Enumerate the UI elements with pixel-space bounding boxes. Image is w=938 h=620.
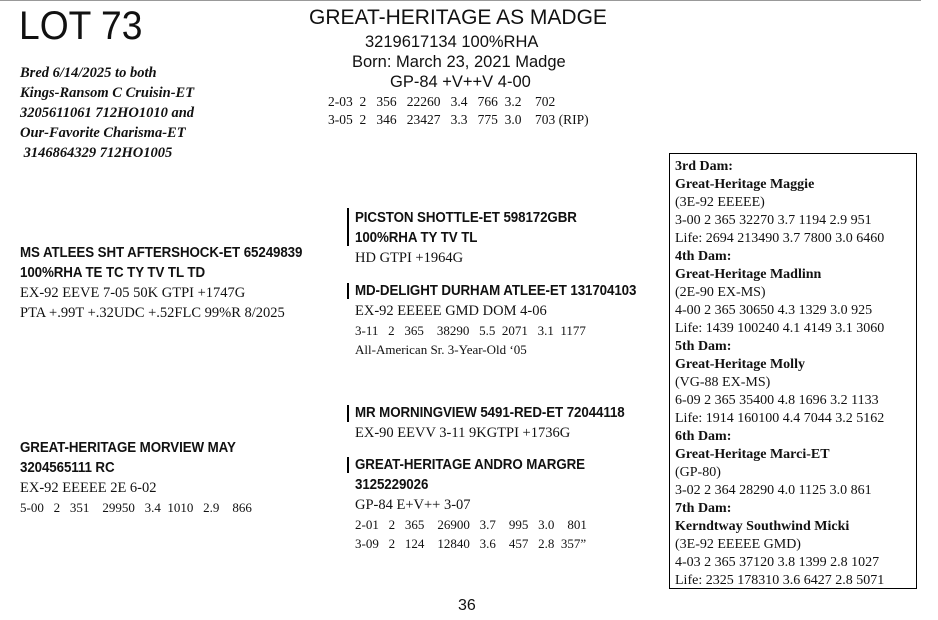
dam-record: 5-00 2 351 29950 3.4 1010 2.9 866 [20,500,252,515]
page-number: 36 [458,597,476,614]
sire-sire-name: PICSTON SHOTTLE-ET 598172GBR [355,210,577,226]
dam6-class: (GP-80) [675,465,721,480]
dam3-class: (3E-92 EEEEE) [675,195,765,210]
sire-proof: PTA +.99T +.32UDC +.52FLC 99%R 8/2025 [20,305,285,321]
bred-line-4: Our-Favorite Charisma-ET [20,125,186,141]
dam-dam-name: GREAT-HERITAGE ANDRO MARGRE [355,457,585,473]
dam3-life: Life: 2694 213490 3.7 7800 3.0 6460 [675,231,885,246]
sire-block [20,243,327,323]
animal-name: GREAT-HERITAGE AS MADGE [309,6,607,29]
animal-classification: GP-84 +V++V 4-00 [390,73,531,91]
dam-dam-registration: 3125229026 [355,477,429,493]
sire-classification: EX-92 EEVE 7-05 50K GTPI +1747G [20,285,246,301]
animal-id-line: 3219617134 100%RHA [365,33,539,51]
sire-dam-block [355,281,661,359]
bred-line-2: Kings-Ransom C Cruisin-ET [20,85,195,101]
dam6-record: 3-02 2 364 28290 4.0 1125 3.0 861 [675,483,872,498]
dam7-name: Kerndtway Southwind Micki [675,519,850,534]
dam4-class: (2E-90 EX-MS) [675,285,766,300]
sire-registration: 100%RHA TE TC TY TV TL TD [20,265,205,281]
dam4-name: Great-Heritage Madlinn [675,267,822,282]
dam-dam-classification: GP-84 E+V++ 3-07 [355,497,471,513]
sire-dam-award: All-American Sr. 3-Year-Old ‘05 [355,342,527,357]
dam5-label: 5th Dam: [675,339,732,354]
sire-dam-record: 3-11 2 365 38290 5.5 2071 3.1 1177 [355,323,586,338]
sire-sire-bar [347,208,349,246]
sire-dam-classification: EX-92 EEEEE GMD DOM 4-06 [355,303,547,319]
dam6-name: Great-Heritage Marci-ET [675,447,830,462]
animal-record-1: 2-03 2 356 22260 3.4 766 3.2 702 [328,94,556,109]
sire-name: MS ATLEES SHT AFTERSHOCK-ET 65249839 [20,245,303,261]
dam5-record: 6-09 2 365 35400 4.8 1696 3.2 1133 [675,393,879,408]
dam6-label: 6th Dam: [675,429,732,444]
dam-sire-classification: EX-90 EEVV 3-11 9KGTPI +1736G [355,425,571,441]
dam7-label: 7th Dam: [675,501,732,516]
top-rule [0,0,921,1]
sire-sire-block [355,208,596,268]
dam-sire-block [355,403,648,443]
animal-born: Born: March 23, 2021 Madge [352,53,566,71]
dam5-class: (VG-88 EX-MS) [675,375,771,390]
dam-dam-block [355,455,605,553]
bred-note [20,63,194,163]
sire-dam-bar [347,283,349,299]
dam7-record: 4-03 2 365 37120 3.8 1399 2.8 1027 [675,555,880,570]
dam7-life: Life: 2325 178310 3.6 6427 2.8 5071 [675,573,885,588]
dam3-label: 3rd Dam: [675,159,733,174]
animal-record-2: 3-05 2 346 23427 3.3 775 3.0 703 (RIP) [328,112,589,127]
bred-line-1: Bred 6/14/2025 to both [20,65,157,81]
bred-line-3: 3205611061 712HO1010 and [20,105,195,121]
dam-dam-record-2: 3-09 2 124 12840 3.6 457 2.8 357” [355,536,587,551]
dam-name: GREAT-HERITAGE MORVIEW MAY [20,440,236,456]
dam4-label: 4th Dam: [675,249,732,264]
sire-dam-name: MD-DELIGHT DURHAM ATLEE-ET 131704103 [355,283,637,299]
dam-block [20,438,255,517]
dam4-life: Life: 1439 100240 4.1 4149 3.1 3060 [675,321,885,336]
dam3-name: Great-Heritage Maggie [675,177,815,192]
lot-number: LOT 73 [19,4,143,48]
dam5-name: Great-Heritage Molly [675,357,805,372]
dams-box [669,153,917,589]
dam-sire-name: MR MORNINGVIEW 5491-RED-ET 72044118 [355,405,625,421]
dam-sire-bar [347,405,349,422]
dam-registration: 3204565111 RC [20,460,115,476]
bred-line-5: 3146864329 712HO1005 [20,145,173,161]
dam5-life: Life: 1914 160100 4.4 7044 3.2 5162 [675,411,885,426]
dam-dam-record-1: 2-01 2 365 26900 3.7 995 3.0 801 [355,517,587,532]
sire-sire-gtpi: HD GTPI +1964G [355,250,464,266]
dam3-record: 3-00 2 365 32270 3.7 1194 2.9 951 [675,213,872,228]
sire-sire-registration: 100%RHA TY TV TL [355,230,478,246]
dam7-class: (3E-92 EEEEE GMD) [675,537,801,552]
dam-classification: EX-92 EEEEE 2E 6-02 [20,480,157,496]
dam-dam-bar [347,457,349,473]
dam4-record: 4-00 2 365 30650 4.3 1329 3.0 925 [675,303,873,318]
